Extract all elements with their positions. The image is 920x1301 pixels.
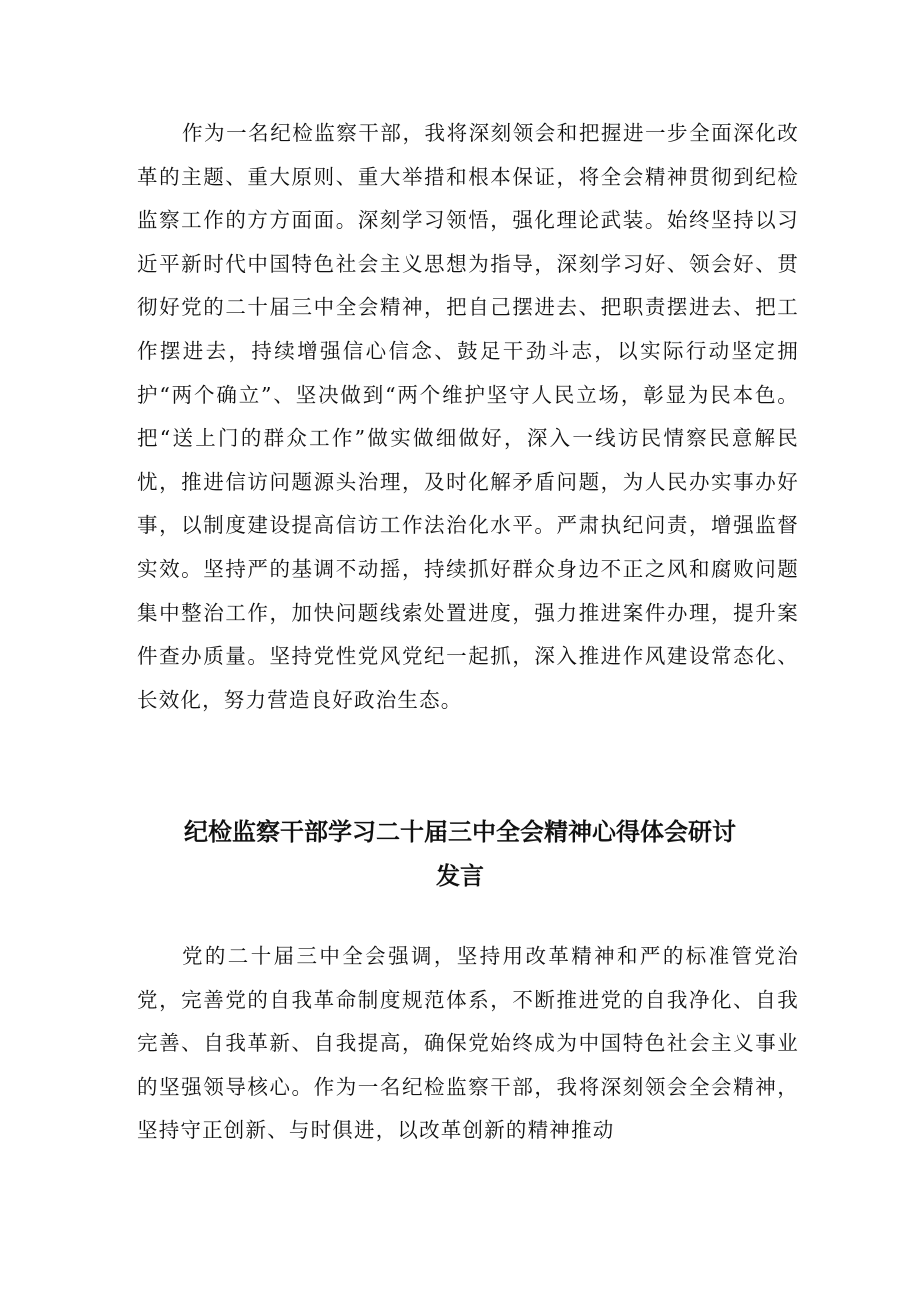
- body-paragraph-2: 党的二十届三中全会强调，坚持用改革精神和严的标准管党治党，完善党的自我革命制度规范体系，不断推进党的自我净化、自我完善、自我革新、自我提高，确保党始终成为中国特色社会主义事业的坚强领导核心。作为一名纪检监察干部，我将深刻领会全会精神，坚持守正创新、与时俱进，以改革创新的精神推动: [137, 944, 799, 1143]
- section-title: [130, 810, 790, 898]
- section-title-line-1: 纪检监察干部学习二十届三中全会精神心得体会研讨: [184, 818, 736, 846]
- body-paragraph-1: 作为一名纪检监察干部，我将深刻领会和把握进一步全面深化改革的主题、重大原则、重大举措和根本保证，将全会精神贯彻到纪检监察工作的方方面面。深刻学习领悟，强化理论武装。始终坚持以习近平新时代中国特色社会主义思想为指导，深刻学习好、领会好、贯彻好党的二十届三中全会精神，把自己摆进去、把职责摆进去、把工作摆进去，持续增强信心信念、鼓足干劲斗志，以实际行动坚定拥护“两个确立”、坚决做到“两个维护坚守人民立场，彰显为民本色。把“送上门的群众工作”做实做细做好，深入一线访民情察民意解民忧，推进信访问题源头治理，及时化解矛盾问题，为人民办实事办好事，以制度建设提高信访工作法治化水平。严肃执纪问责，增强监督实效。坚持严的基调不动摇，持续抓好群众身边不正之风和腐败问题集中整治工作，加快问题线索处置进度，强力推进案件办理，提升案件查办质量。坚持党性党风党纪一起抓，深入推进作风建设常态化、长效化，努力营造良好政治生态。: [137, 121, 799, 712]
- section-title-line-2: 发言: [436, 862, 484, 890]
